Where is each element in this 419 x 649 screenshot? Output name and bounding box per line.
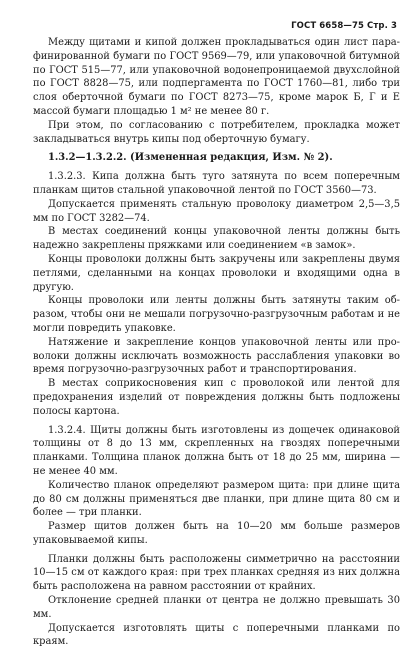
paragraph-text: 1.3.2.4. Щиты должны быть изготовлены из дощечек одинаковой толщины от 8 до 13 мм, скрепленных на гвоздях поперечными планками. Толщина планок должна быть от 18 до 25 мм, ширина — не менее 40 мм. [33, 424, 400, 477]
paragraph [33, 119, 400, 147]
paragraph-text: 1.3.2.3. Кипа должна быть туго затянута по всем поперечным планкам щитов стальной упаковочной лентой по ГОСТ 3560—73. [33, 171, 400, 196]
paragraph [33, 170, 400, 198]
paragraph [33, 520, 400, 548]
paragraph-text: Допускается изготовлять щиты с поперечными планками по краям. [33, 622, 400, 648]
paragraph-text: Допускается применять стальную проволоку диаметром 2,5—3,5 мм по ГОСТ 3282—74. [33, 198, 400, 224]
paragraph-text: Натяжение и закрепление концов упаковочной ленты или проволоки должны исключать возможность расслабления упаковки во время погрузочно-разгрузочных работ и транспортирования. [33, 336, 400, 376]
paragraph-text: При этом, по согласованию с потребителем, прокладка может закладываться внутрь кипы под оберточную бумагу. [33, 119, 400, 145]
page-number: Стр. 3 [367, 21, 397, 31]
paragraph [33, 424, 400, 479]
paragraph-text: Количество планок определяют размером щита: при длине щита до 80 см должны применяться две планки, при длине щита 80 см и более — три планки. [33, 479, 400, 519]
paragraph-text: Концы проволоки или ленты должны быть затянуты таким образом, чтобы они не мешали погрузочно-разгрузочным работам и не могли повредить упаковке. [33, 295, 400, 334]
page-header [291, 21, 397, 31]
paragraph-text: Размер щитов должен быть на 10—20 мм больше размеров упаковываемой кипы. [33, 521, 400, 546]
paragraph [33, 151, 400, 165]
paragraph [33, 253, 400, 294]
paragraph [33, 225, 400, 253]
document-body [33, 36, 400, 649]
paragraph [33, 336, 400, 377]
paragraph-text: В местах соединений концы упаковочной ленты должны быть надежно закреплены пряжками или соединением «в замок». [33, 226, 400, 252]
paragraph [33, 198, 400, 226]
paragraph-text: Отклонение средней планки от центра не должно превышать 30 мм. [33, 595, 400, 620]
amendment-note: 1.3.2—1.3.2.2. (Измененная редакция, Изм. № 2). [48, 152, 333, 164]
paragraph [33, 479, 400, 520]
paragraph-text: В местах соприкосновения кип с проволокой или лентой для предохранения изделий от повреждения должны быть подложены полосы картона. [33, 378, 400, 417]
paragraph-text: Между щитами и кипой должен прокладываться один лист парафинированной бумаги по ГОСТ 9569—79, или упаковочной битумной по ГОСТ 515—77, или упаковочной водонепроницаемой двухслойной по ГОСТ 8828—75, или подпергамента по ГОСТ 1760—81, либо три слоя оберточной бумаги по ГОСТ 8273—75, кроме марок Б, Г и Е массой бумаги площадью 1 м² не менее 80 г. [33, 37, 400, 117]
paragraph-text: Планки должны быть расположены симметрично на расстоянии 10—15 см от каждого края: при трех планках средняя из них должна быть расположена на равном расстоянии от крайних. [33, 553, 400, 593]
paragraph [33, 553, 400, 594]
paragraph [33, 622, 400, 649]
paragraph [33, 377, 400, 418]
standard-number: ГОСТ 6658—75 [291, 21, 364, 31]
paragraph-text: Концы проволоки должны быть закручены или закреплены двумя петлями, сделанными на концах проволоки и входящими одна в другую. [33, 253, 400, 293]
paragraph [33, 294, 400, 335]
paragraph [33, 594, 400, 622]
paragraph [33, 36, 400, 119]
